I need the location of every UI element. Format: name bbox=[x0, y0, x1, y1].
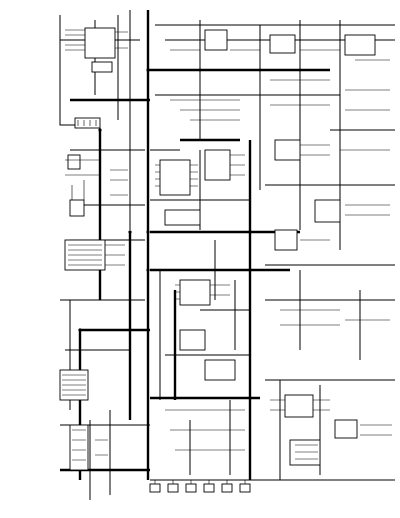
center-lower-circuit-block bbox=[165, 280, 245, 450]
bottom-connector-row bbox=[150, 480, 250, 492]
left-bottom-circuit-block bbox=[60, 370, 108, 470]
left-connector-block bbox=[65, 240, 125, 270]
left-mid-circuit-block bbox=[65, 155, 128, 216]
left-top-circuit-block bbox=[65, 28, 128, 128]
right-mid-circuit-block bbox=[275, 140, 390, 325]
right-bottom-circuit-block bbox=[270, 395, 392, 465]
